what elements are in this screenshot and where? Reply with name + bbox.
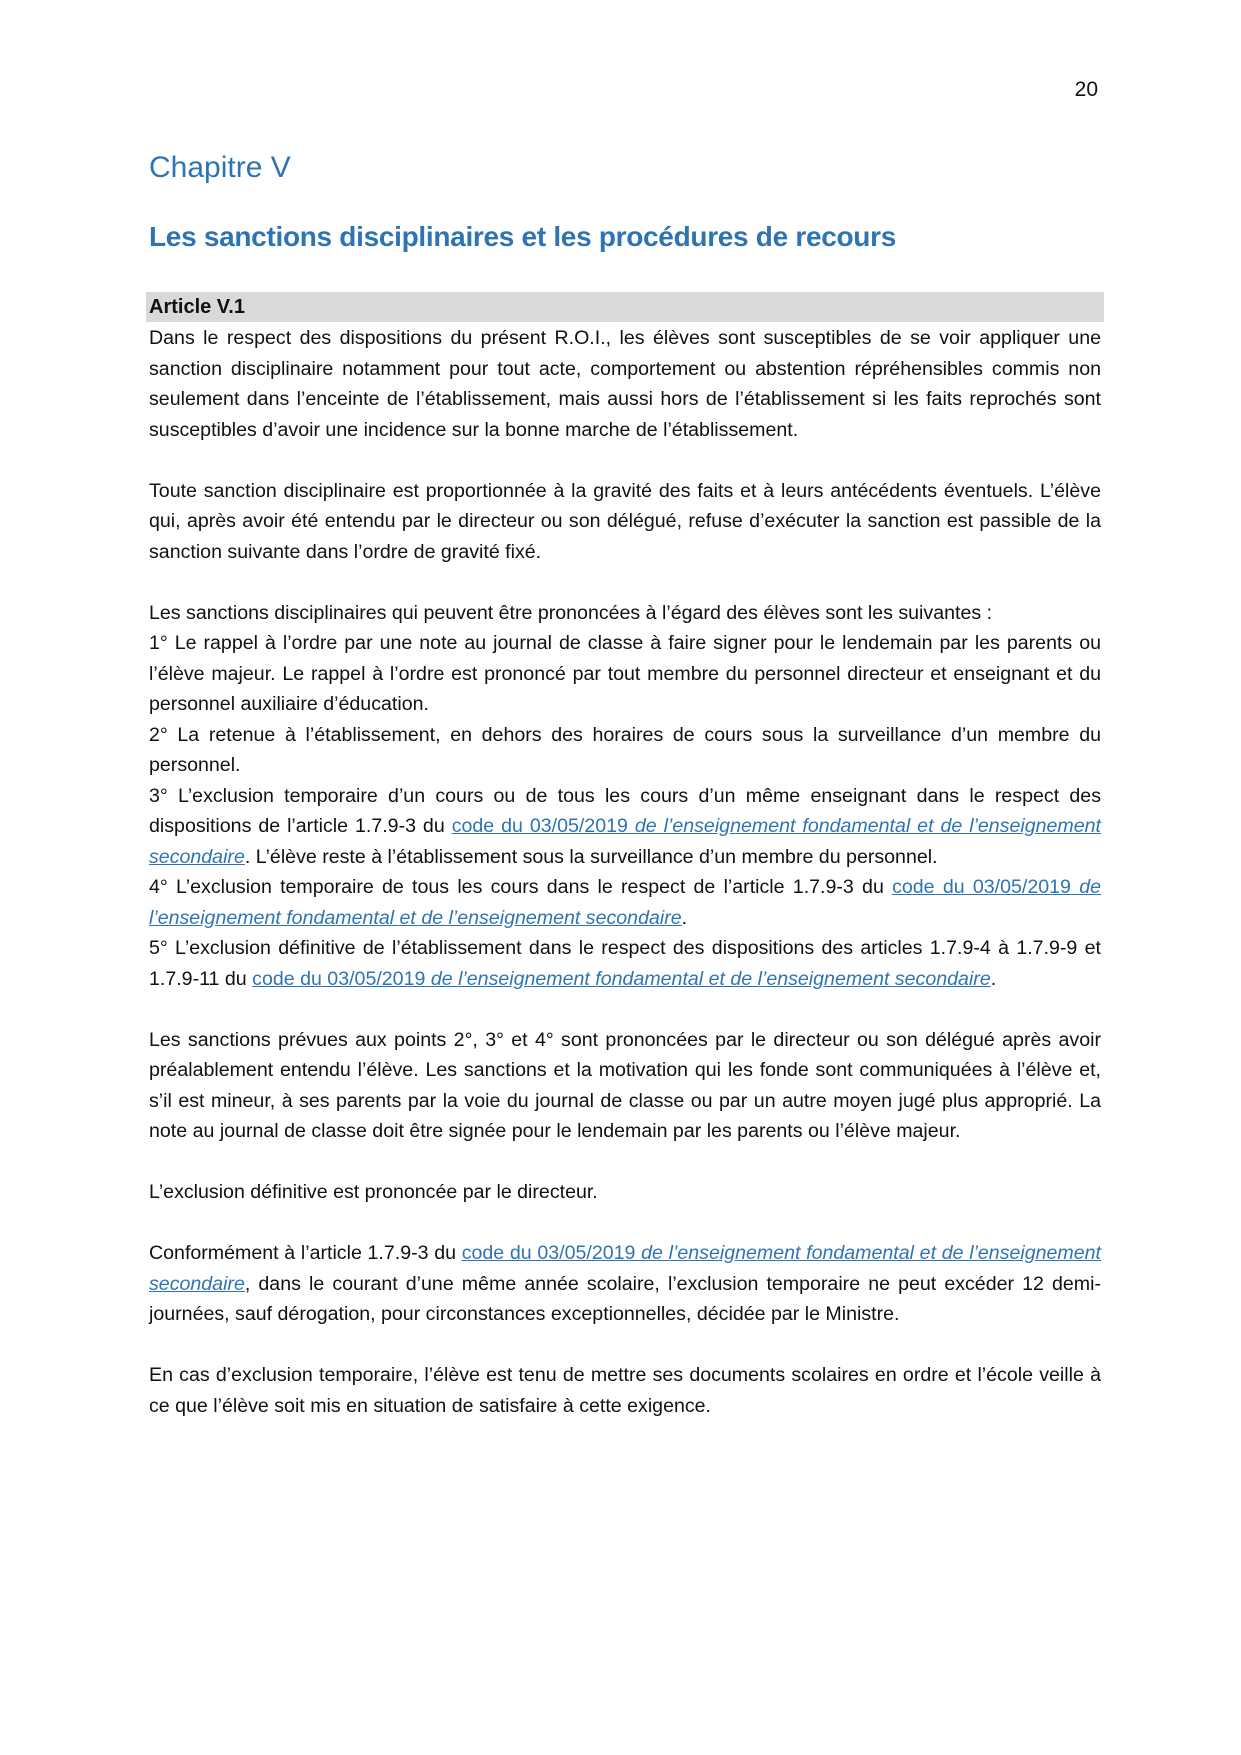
- sanction-item-4: [149, 872, 1101, 933]
- paragraph-definitive-exclusion: L’exclusion définitive est prononcée par le directeur.: [149, 1181, 598, 1203]
- legal-code-link[interactable]: code du 03/05/2019 de l’enseignement fondamental et de l’enseignement secondaire: [149, 876, 1101, 929]
- sanction-item-2: 2° La retenue à l’établissement, en dehors des horaires de cours sous la surveillance d’un membre du personnel.: [149, 723, 1101, 776]
- article-title: Article V.1: [149, 296, 245, 318]
- paragraph-scope: Dans le respect des dispositions du présent R.O.I., les élèves sont susceptibles de se voir appliquer une sanction disciplinaire notamment pour tout acte, comportement ou abstention répréhensibles commis non seulement dans l’enceinte de l’établissement, mais aussi hors de l’établissement si les faits reprochés sont susceptibles d’avoir une incidence sur la bonne marche de l’établissement.: [149, 327, 1101, 441]
- paragraph-procedure: Les sanctions prévues aux points 2°, 3° et 4° sont prononcées par le directeur ou son délégué après avoir préalablement entendu l’élève. Les sanctions et la motivation qui les fonde sont communiquées à l’élève et, s’il est mineur, à ses parents par la voie du journal de classe ou par un autre moyen jugé plus approprié. La note au journal de classe doit être signée pour le lendemain par les parents ou l’élève majeur.: [149, 1028, 1101, 1142]
- page-number: 20: [1074, 78, 1098, 101]
- paragraph-proportionality: Toute sanction disciplinaire est proportionnée à la gravité des faits et à leurs antécédents éventuels. L’élève qui, après avoir été entendu par le directeur ou son délégué, refuse d’exécuter la sanction est passible de la sanction suivante dans l’ordre de gravité fixé.: [149, 479, 1101, 563]
- exclusion-limit-text: Conformément à l’article 1.7.9-3 du: [149, 1242, 462, 1264]
- chapter-title: Les sanctions disciplinaires et les procédures de recours: [149, 221, 896, 252]
- sanction-item-3: [149, 781, 1101, 873]
- chapter-label: Chapitre V: [149, 151, 291, 184]
- paragraph-exclusion-limit: [149, 1238, 1101, 1330]
- sanction-item-1: 1° Le rappel à l’ordre par une note au journal de classe à faire signer pour le lendemain par les parents ou l’élève majeur. Le rappel à l’ordre est prononcé par tout membre du personnel directeur et enseignant et du personnel auxiliaire d’éducation.: [149, 632, 1101, 715]
- sanction-item-3-text-end: . L’élève reste à l’établissement sous la surveillance d’un membre du personnel.: [244, 845, 938, 868]
- paragraph-documents: En cas d’exclusion temporaire, l’élève est tenu de mettre ses documents scolaires en ordre et l’école veille à ce que l’élève soit mis en situation de satisfaire à cette exigence.: [149, 1364, 1101, 1417]
- article-body: [149, 323, 1101, 1421]
- legal-code-link[interactable]: code du 03/05/2019 de l’enseignement fondamental et de l’enseignement secondaire: [149, 815, 1101, 868]
- sanction-item-3-text: 3° L’exclusion temporaire d’un cours ou de tous les cours d’un même enseignant dans le respect des dispositions de l’article 1.7.9-3 du: [149, 784, 1101, 837]
- exclusion-limit-text-end: , dans le courant d’une même année scolaire, l’exclusion temporaire ne peut excéder 12 demi-journées, sauf dérogation, pour circonstances exceptionnelles, décidée par le Ministre.: [149, 1272, 1101, 1325]
- sanction-item-5-text: 5° L’exclusion définitive de l’établissement dans le respect des dispositions des articles 1.7.9-4 à 1.7.9-9 et 1.7.9-11 du: [149, 937, 1101, 990]
- legal-code-link[interactable]: code du 03/05/2019 de l’enseignement fondamental et de l’enseignement secondaire: [252, 967, 991, 990]
- sanctions-list-intro: Les sanctions disciplinaires qui peuvent être prononcées à l’égard des élèves sont les suivantes :: [149, 601, 993, 624]
- sanction-item-4-text-end: .: [681, 906, 688, 929]
- article-header-bar: [146, 292, 1104, 322]
- sanction-item-4-text: 4° L’exclusion temporaire de tous les cours dans le respect de l’article 1.7.9-3 du: [149, 876, 893, 898]
- legal-code-link[interactable]: code du 03/05/2019 de l’enseignement fondamental et de l’enseignement secondaire: [149, 1242, 1101, 1295]
- sanction-item-5-text-end: .: [990, 967, 997, 990]
- sanction-item-5: [149, 933, 1101, 994]
